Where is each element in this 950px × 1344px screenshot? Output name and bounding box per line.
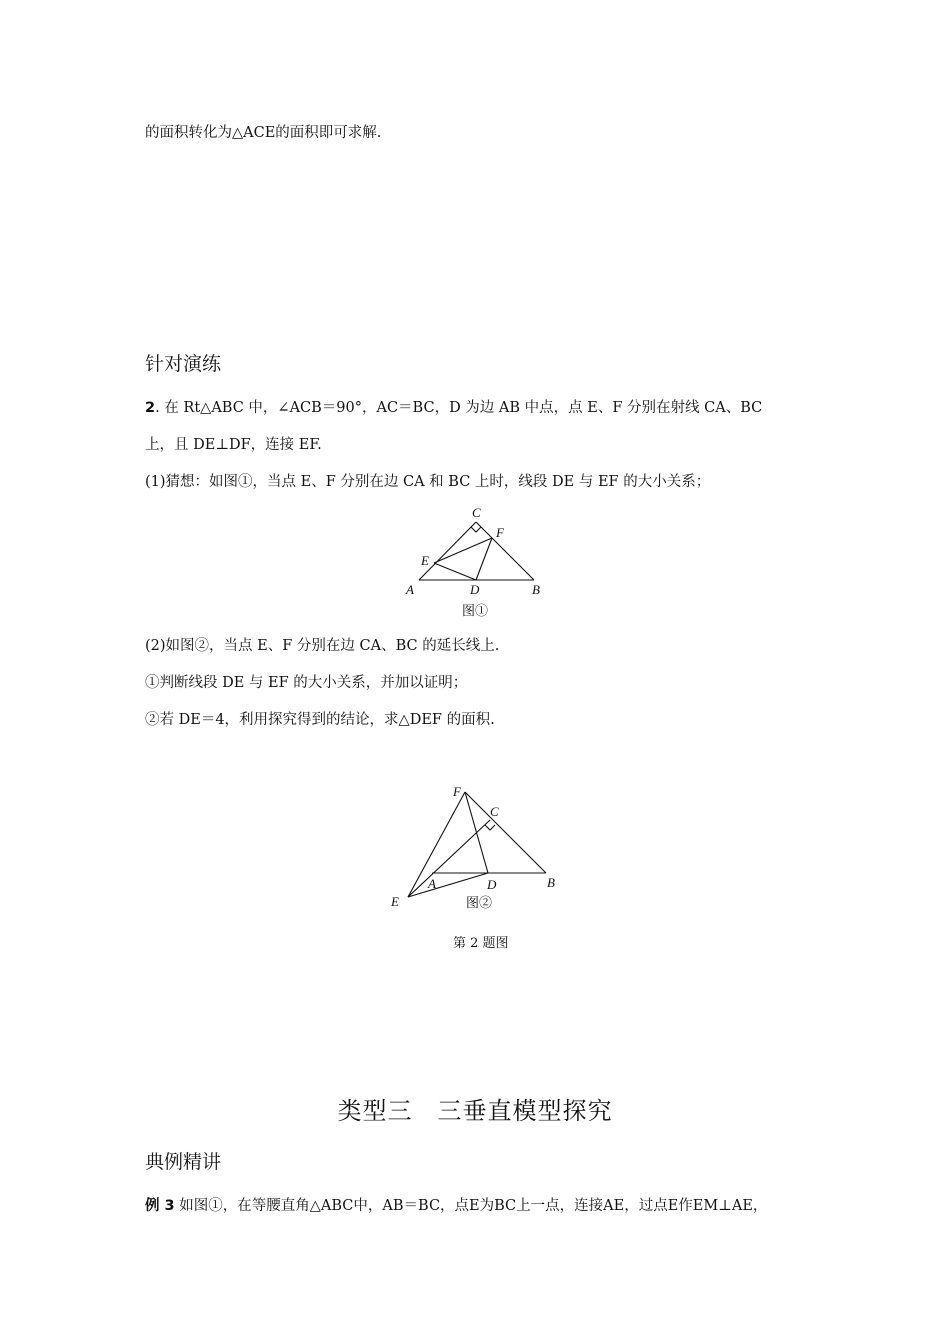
problem-2-text: . 在 Rt△ABC 中，∠ACB＝90°，AC＝BC，D 为边 AB 中点，点 E、F 分别在射线 CA、BC — [155, 400, 763, 416]
fig1-label-f: F — [496, 525, 504, 540]
practice-heading: 针对演练 — [145, 353, 222, 375]
fig1-label-d: D — [470, 582, 480, 597]
problem-2-statement-line1 — [145, 398, 762, 418]
fig2-label-d: D — [487, 877, 497, 892]
fig2-label-f: F — [453, 784, 461, 799]
fig2-label-e: E — [391, 894, 399, 909]
problem-2-part2: (2)如图②，当点 E、F 分别在边 CA、BC 的延长线上. — [145, 638, 500, 654]
problem-2-part2-q1: ①判断线段 DE 与 EF 的大小关系，并加以证明； — [145, 675, 468, 691]
fig2-label-a: A — [428, 876, 436, 891]
fig1-label-a: A — [406, 582, 414, 597]
fig1-label-b: B — [532, 582, 540, 597]
example-3-text: 如图①，在等腰直角△ABC中，AB＝BC，点E为BC上一点，连接AE，过点E作EM⊥AE， — [174, 1198, 768, 1214]
section-title: 类型三 三垂直模型探究 — [337, 1097, 613, 1125]
example-label: 例 3 — [145, 1198, 175, 1214]
fig1-label-e: E — [421, 553, 429, 568]
example-subheading: 典例精讲 — [145, 1151, 222, 1173]
figure-2-caption: 图② — [466, 896, 493, 911]
problem-number: 2 — [145, 400, 156, 416]
figure-2 — [380, 775, 570, 920]
example-3-statement — [145, 1196, 767, 1216]
problem-2-part1: (1)猜想：如图①，当点 E、F 分别在边 CA 和 BC 上时，线段 DE 与 EF 的大小关系； — [145, 474, 711, 490]
figure-1 — [395, 500, 555, 625]
problem-2-statement-line2: 上，且 DE⊥DF，连接 EF. — [145, 437, 322, 453]
fig2-label-b: B — [547, 875, 555, 890]
figure-1-caption: 图① — [462, 604, 489, 619]
figure-group-caption: 第 2 题图 — [453, 936, 509, 951]
fig2-label-c: C — [490, 804, 499, 819]
continuation-text: 的面积转化为△ACE的面积即可求解. — [145, 125, 382, 141]
fig1-label-c: C — [472, 505, 481, 520]
problem-2-part2-q2: ②若 DE＝4，利用探究得到的结论，求△DEF 的面积. — [145, 712, 495, 728]
